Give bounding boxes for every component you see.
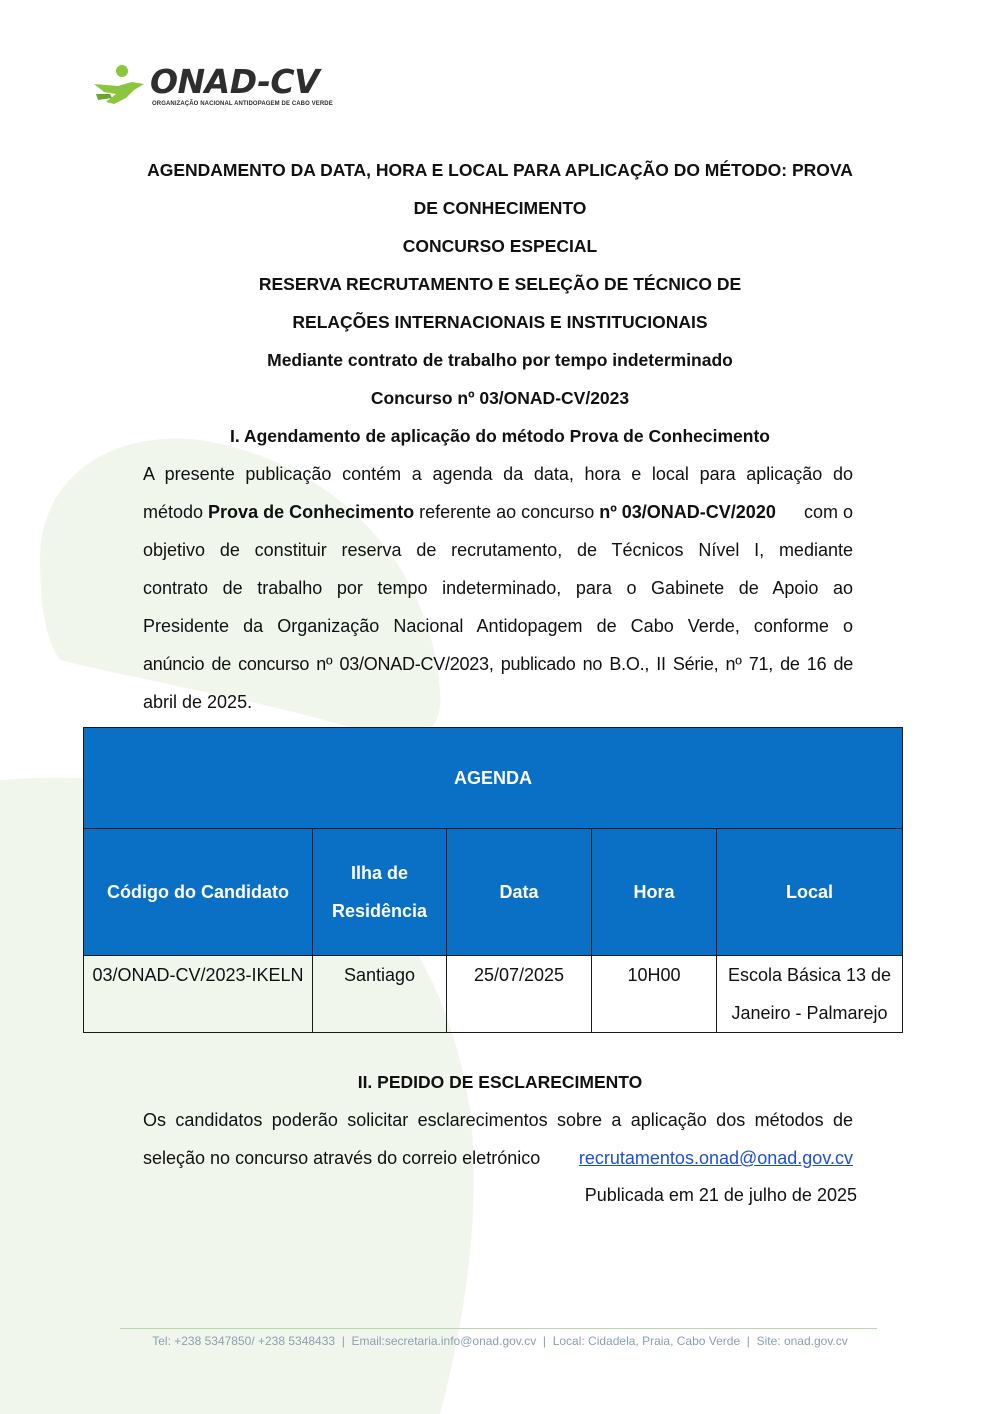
- intro-line-5: Presidente da Organização Nacional Antidopagem de Cabo Verde, conforme o: [143, 616, 853, 636]
- intro-line-7: abril de 2025.: [143, 692, 253, 712]
- email-link[interactable]: recrutamentos.onad@onad.gov.cv: [578, 1148, 853, 1168]
- footer-divider: [120, 1328, 877, 1329]
- heading-line-7: Concurso nº 03/ONAD-CV/2023: [370, 388, 630, 408]
- heading-line-1: AGENDAMENTO DA DATA, HORA E LOCAL PARA APLICAÇÃO DO MÉTODO: PROVA: [147, 160, 853, 180]
- heading-line-6: Mediante contrato de trabalho por tempo indeterminado: [267, 350, 733, 370]
- contest-number: nº 03/ONAD-CV/2020: [599, 502, 776, 522]
- cell-date: 25/07/2025: [447, 956, 592, 1033]
- onad-logo: [58, 58, 343, 118]
- col-header-date: Data: [447, 829, 592, 956]
- heading-line-3: CONCURSO ESPECIAL: [402, 236, 598, 256]
- table-row: [84, 956, 903, 1033]
- intro-line-3: objetivo de constituir reserva de recrutamento, de Técnicos Nível I, mediante: [143, 540, 853, 560]
- logo-name: ONAD-CV: [150, 62, 320, 101]
- intro-paragraph: [143, 455, 853, 721]
- cell-code: 03/ONAD-CV/2023-IKELN: [84, 956, 313, 1033]
- cell-time: 10H00: [592, 956, 717, 1033]
- intro-line-6: anúncio de concurso nº 03/ONAD-CV/2023, publicado no B.O., II Série, nº 71, de 16 de: [143, 654, 853, 674]
- agenda-title: AGENDA: [84, 728, 903, 829]
- section-i-title: I. Agendamento de aplicação do método Prova de Conhecimento: [230, 426, 770, 446]
- heading-line-4: RESERVA RECRUTAMENTO E SELEÇÃO DE TÉCNICO DE: [258, 274, 742, 294]
- col-header-place: Local: [717, 829, 903, 956]
- intro-line-4: contrato de trabalho por tempo indeterminado, para o Gabinete de Apoio ao: [143, 578, 853, 598]
- publication-date: Publicada em 21 de julho de 2025: [584, 1185, 857, 1205]
- logo-subtitle: ORGANIZAÇÃO NACIONAL ANTIDOPAGEM DE CABO VERDE: [152, 101, 333, 107]
- col-header-code: Código do Candidato: [84, 829, 313, 956]
- heading-line-2: DE CONHECIMENTO: [413, 198, 587, 218]
- cell-place: Escola Básica 13 de Janeiro - Palmarejo: [717, 956, 903, 1033]
- method-name: Prova de Conhecimento: [208, 502, 415, 522]
- clarification-paragraph: [143, 1101, 853, 1177]
- section-ii-title: II. PEDIDO DE ESCLARECIMENTO: [357, 1072, 643, 1092]
- clarification-line-2: seleção no concurso através do correio eletrónico recrutamentos.onad@onad.gov.cv: [143, 1139, 853, 1177]
- col-header-island: Ilha de Residência: [313, 829, 447, 956]
- col-header-time: Hora: [592, 829, 717, 956]
- heading-line-5: RELAÇÕES INTERNACIONAIS E INSTITUCIONAIS: [292, 312, 708, 332]
- intro-line-1: A presente publicação contém a agenda da data, hora e local para aplicação do: [143, 464, 853, 484]
- intro-line-2: método Prova de Conhecimento referente ao concurso nº 03/ONAD-CV/2020 com o: [143, 502, 853, 522]
- clarification-line-1: Os candidatos poderão solicitar esclarecimentos sobre a aplicação dos métodos de: [143, 1110, 853, 1130]
- footer-contact: Tel: +238 5347850/ +238 5348433 | Email:secretaria.info@onad.gov.cv | Local: Cidadela, Praia, Cabo Verde | Site: onad.gov.cv: [152, 1334, 848, 1348]
- agenda-table: [83, 727, 903, 1033]
- runner-icon: [92, 64, 148, 110]
- cell-island: Santiago: [313, 956, 447, 1033]
